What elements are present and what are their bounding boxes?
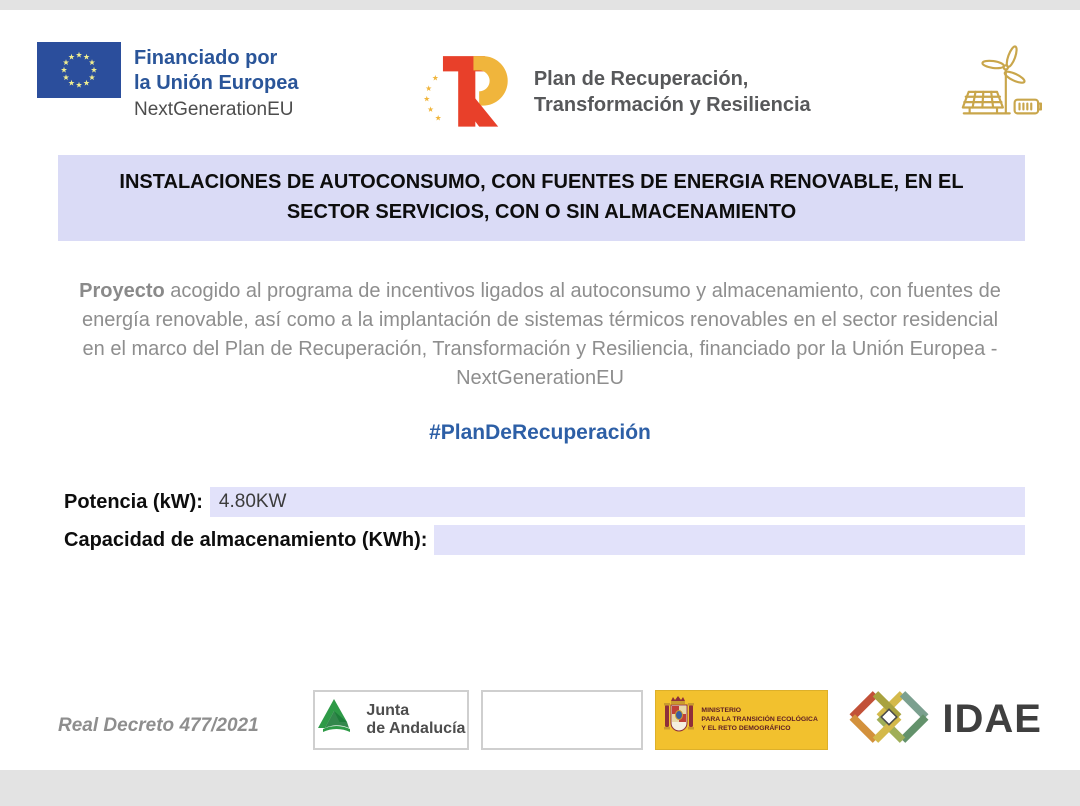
junta-andalucia-logo (313, 690, 469, 750)
junta-line2: de Andalucía (366, 719, 466, 737)
recovery-hashtag: #PlanDeRecuperación (429, 421, 651, 444)
header (0, 10, 1080, 139)
idae-logo (846, 688, 1042, 751)
eu-funding-text (134, 46, 298, 121)
spain-coat-of-arms-icon (661, 695, 697, 744)
ministerio-logo (655, 690, 828, 750)
form (58, 487, 1025, 555)
junta-andalucia-icon (317, 698, 357, 741)
storage-row (58, 525, 1025, 555)
eu-flag-icon (37, 42, 121, 121)
document-page (0, 10, 1080, 770)
footer-logos (313, 688, 1042, 751)
idae-wordmark: IDAE (942, 697, 1042, 741)
idae-diamonds-icon (846, 688, 932, 751)
intro-body: acogido al programa de incentivos ligados al autoconsumo y almacenamiento, con fuentes de energía renovable, así como a la implantación de sistemas térmicos renovables en el sector residencial en el marco del Plan de Recuperación, Transformación y Resiliencia, financiado por la Unión Europea - NextGenerationEU (81, 280, 1001, 389)
eu-funding-line2: la Unión Europea (134, 72, 299, 94)
ministerio-line3: Y EL RETO DEMOGRÁFICO (701, 725, 791, 733)
eu-funding-line1: Financiado por (134, 47, 278, 69)
junta-line1: Junta (366, 701, 410, 719)
intro-paragraph (75, 277, 1005, 393)
tr-plan-logo-icon (422, 42, 522, 139)
plan-line2: Transformación y Resiliencia (533, 94, 811, 116)
recovery-plan-logo (422, 42, 811, 139)
storage-label: Capacidad de almacenamiento (KWh): (64, 528, 428, 551)
junta-andalucia-text (366, 702, 465, 738)
intro-lead: Proyecto (79, 280, 165, 302)
decree-reference: Real Decreto 477/2021 (58, 714, 259, 736)
power-field[interactable]: 4.80KW (210, 487, 1025, 517)
recovery-plan-text (534, 66, 811, 139)
storage-field[interactable] (434, 525, 1025, 555)
power-label: Potencia (kW): (64, 490, 203, 513)
power-row (58, 487, 1025, 517)
title-banner: INSTALACIONES DE AUTOCONSUMO, CON FUENTES DE ENERGIA RENOVABLE, EN EL SECTOR SERVICIOS, CON O SIN ALMACENAMIENTO (58, 155, 1025, 241)
ministerio-line1: MINISTERIO (701, 706, 742, 714)
eu-funding-logo (37, 42, 298, 121)
ministerio-text (701, 706, 817, 734)
nextgeneration-label: NextGenerationEU (134, 99, 294, 120)
empty-logo-box (481, 690, 643, 750)
ministerio-line2: PARA LA TRANSICIÓN ECOLÓGICA (701, 715, 818, 723)
plan-line1: Plan de Recuperación, (533, 68, 749, 90)
renewable-energy-icon (954, 42, 1042, 135)
footer (58, 688, 1042, 751)
